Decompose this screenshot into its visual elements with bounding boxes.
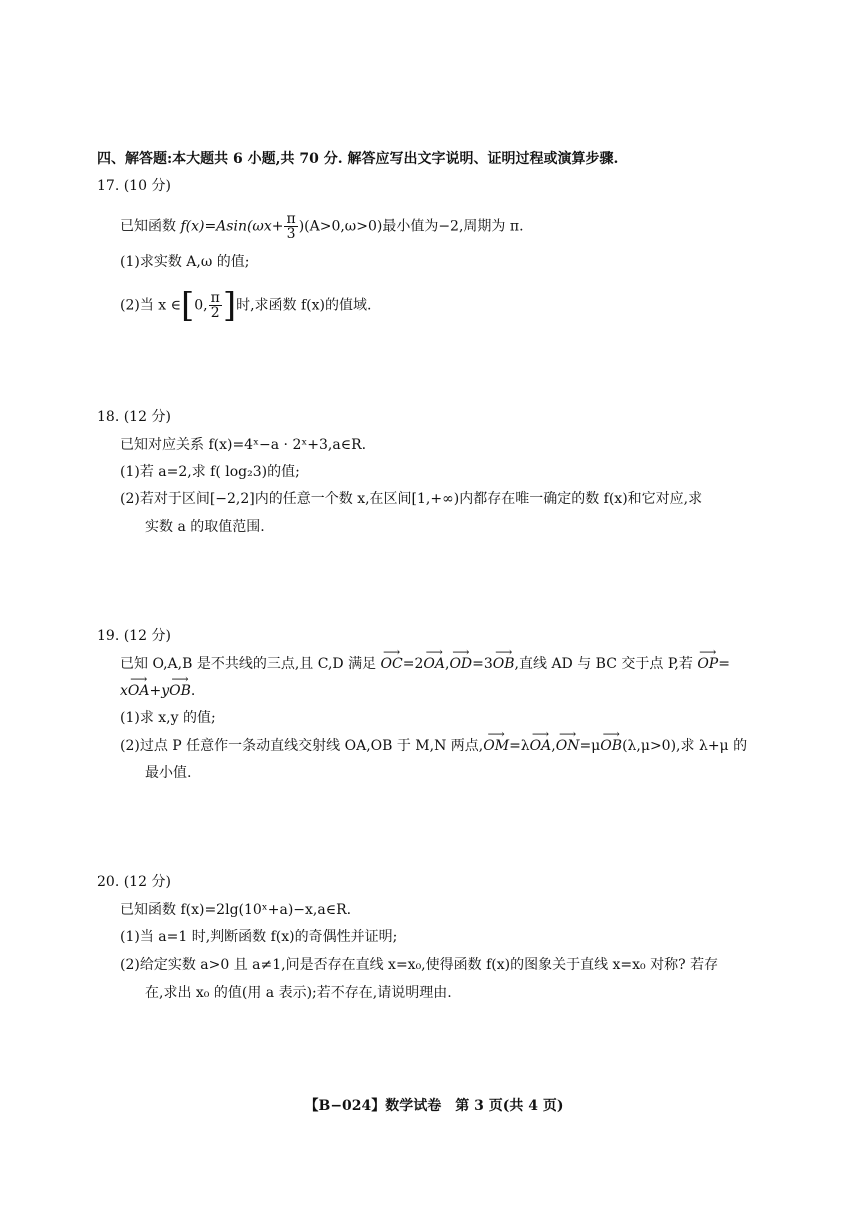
page-footer: 【B−024】数学试卷 第 3 页(共 4 页) (304, 1098, 564, 1114)
q19-eq5: =μ (579, 738, 601, 754)
q19-eq4: =λ (509, 738, 530, 754)
q20-part2-line2: 在,求出 x₀ 的值(用 a 表示);若不存在,请说明理由. (145, 985, 452, 1001)
q19-eq1: =2 (402, 656, 424, 672)
left-bracket-icon: [ (181, 285, 195, 326)
vector-od: ⟶ OD (449, 655, 472, 673)
q17-part2 (120, 285, 372, 326)
q17-part2-fraction (209, 291, 222, 320)
q18-part2-line2: 实数 a 的取值范围. (145, 519, 265, 535)
q20-stem: 已知函数 f(x)=2lg(10ˣ+a)−x,a∈R. (120, 902, 352, 918)
right-bracket-icon: ] (222, 285, 237, 326)
q19-part2-line1 (120, 737, 747, 755)
q17-part2-frac-den: 2 (210, 305, 220, 321)
q17-stem-post: )(A>0,ω>0)最小值为−2,周期为 π. (298, 218, 524, 235)
q17-stem-pre: 已知函数 (120, 218, 181, 235)
q18-stem: 已知对应关系 f(x)=4ˣ−a · 2ˣ+3,a∈R. (120, 437, 367, 453)
q19-stem-line1 (120, 655, 730, 673)
q19-sep-2: , (551, 738, 556, 754)
q19-eq2: =3 (472, 656, 493, 672)
section-heading: 四、解答题:本大题共 6 小题,共 70 分. 解答应写出文字说明、证明过程或演算步骤. (97, 151, 619, 167)
q19-part2-a: (2)过点 P 任意作一条动直线交射线 OA,OB 于 M,N 两点, (120, 738, 484, 754)
q19-sep: , (444, 656, 450, 672)
q20-part1: (1)当 a=1 时,判断函数 f(x)的奇偶性并证明; (120, 929, 398, 945)
vector-on: ⟶ ON (556, 737, 580, 755)
q17-part2-frac-num: π (210, 290, 220, 306)
q19-part1: (1)求 x,y 的值; (120, 710, 216, 726)
vector-oa-2: ⟶ OA (128, 682, 150, 700)
vector-ob: ⟶ OB (493, 655, 515, 673)
q17-stem (120, 212, 524, 241)
q19-header: 19. (12 分) (97, 628, 171, 644)
q19-stem-line1-a: 已知 O,A,B 是不共线的三点,且 C,D 满足 (120, 656, 381, 672)
q19-part2-line2: 最小值. (145, 765, 192, 781)
q19-stem-line2 (120, 682, 195, 700)
vector-oc: ⟶ OC (381, 655, 403, 673)
q18-header: 18. (12 分) (97, 409, 171, 425)
q20-part2-line1: (2)给定实数 a>0 且 a≠1,问是否存在直线 x=x₀,使得函数 f(x)的图象关于直线 x=x₀ 对称? 若存 (120, 957, 719, 973)
q19-stem-plus: +y (149, 683, 170, 699)
vector-oa-3: ⟶ OA (530, 737, 552, 755)
vector-oa: ⟶ OA (423, 655, 445, 673)
q18-part2-line1: (2)若对于区间[−2,2]内的任意一个数 x,在区间[1,+∞)内都存在唯一确定的数 f(x)和它对应,求 (120, 491, 703, 507)
q19-part2-b: (λ,μ>0),求 λ+μ 的 (622, 738, 748, 754)
q18-part1: (1)若 a=2,求 f( log₂3)的值; (120, 464, 300, 480)
q19-stem-x: x (120, 683, 128, 699)
vector-ob-2: ⟶ OB (169, 682, 191, 700)
q19-stem-end: . (190, 683, 196, 699)
q17-part1: (1)求实数 A,ω 的值; (120, 254, 250, 270)
q17-stem-func: f(x)=Asin(ωx+ (180, 218, 284, 235)
q19-eq3: = (718, 656, 730, 672)
q17-stem-fraction (284, 212, 297, 241)
q19-stem-line1-b: ,直线 AD 与 BC 交于点 P,若 (514, 656, 698, 672)
q17-frac-num: π (286, 211, 296, 227)
vector-ob-3: ⟶ OB (600, 737, 622, 755)
q17-header: 17. (10 分) (97, 178, 171, 194)
q17-frac-den: 3 (286, 226, 296, 242)
q17-part2-post: 时,求函数 f(x)的值域. (236, 297, 372, 314)
vector-op: ⟶ OP (697, 655, 718, 673)
q17-part2-pre: (2)当 x ∈ (120, 297, 181, 314)
vector-om: ⟶ OM (483, 737, 509, 755)
q17-part2-interval-left: 0, (194, 297, 208, 314)
q20-header: 20. (12 分) (97, 874, 171, 890)
